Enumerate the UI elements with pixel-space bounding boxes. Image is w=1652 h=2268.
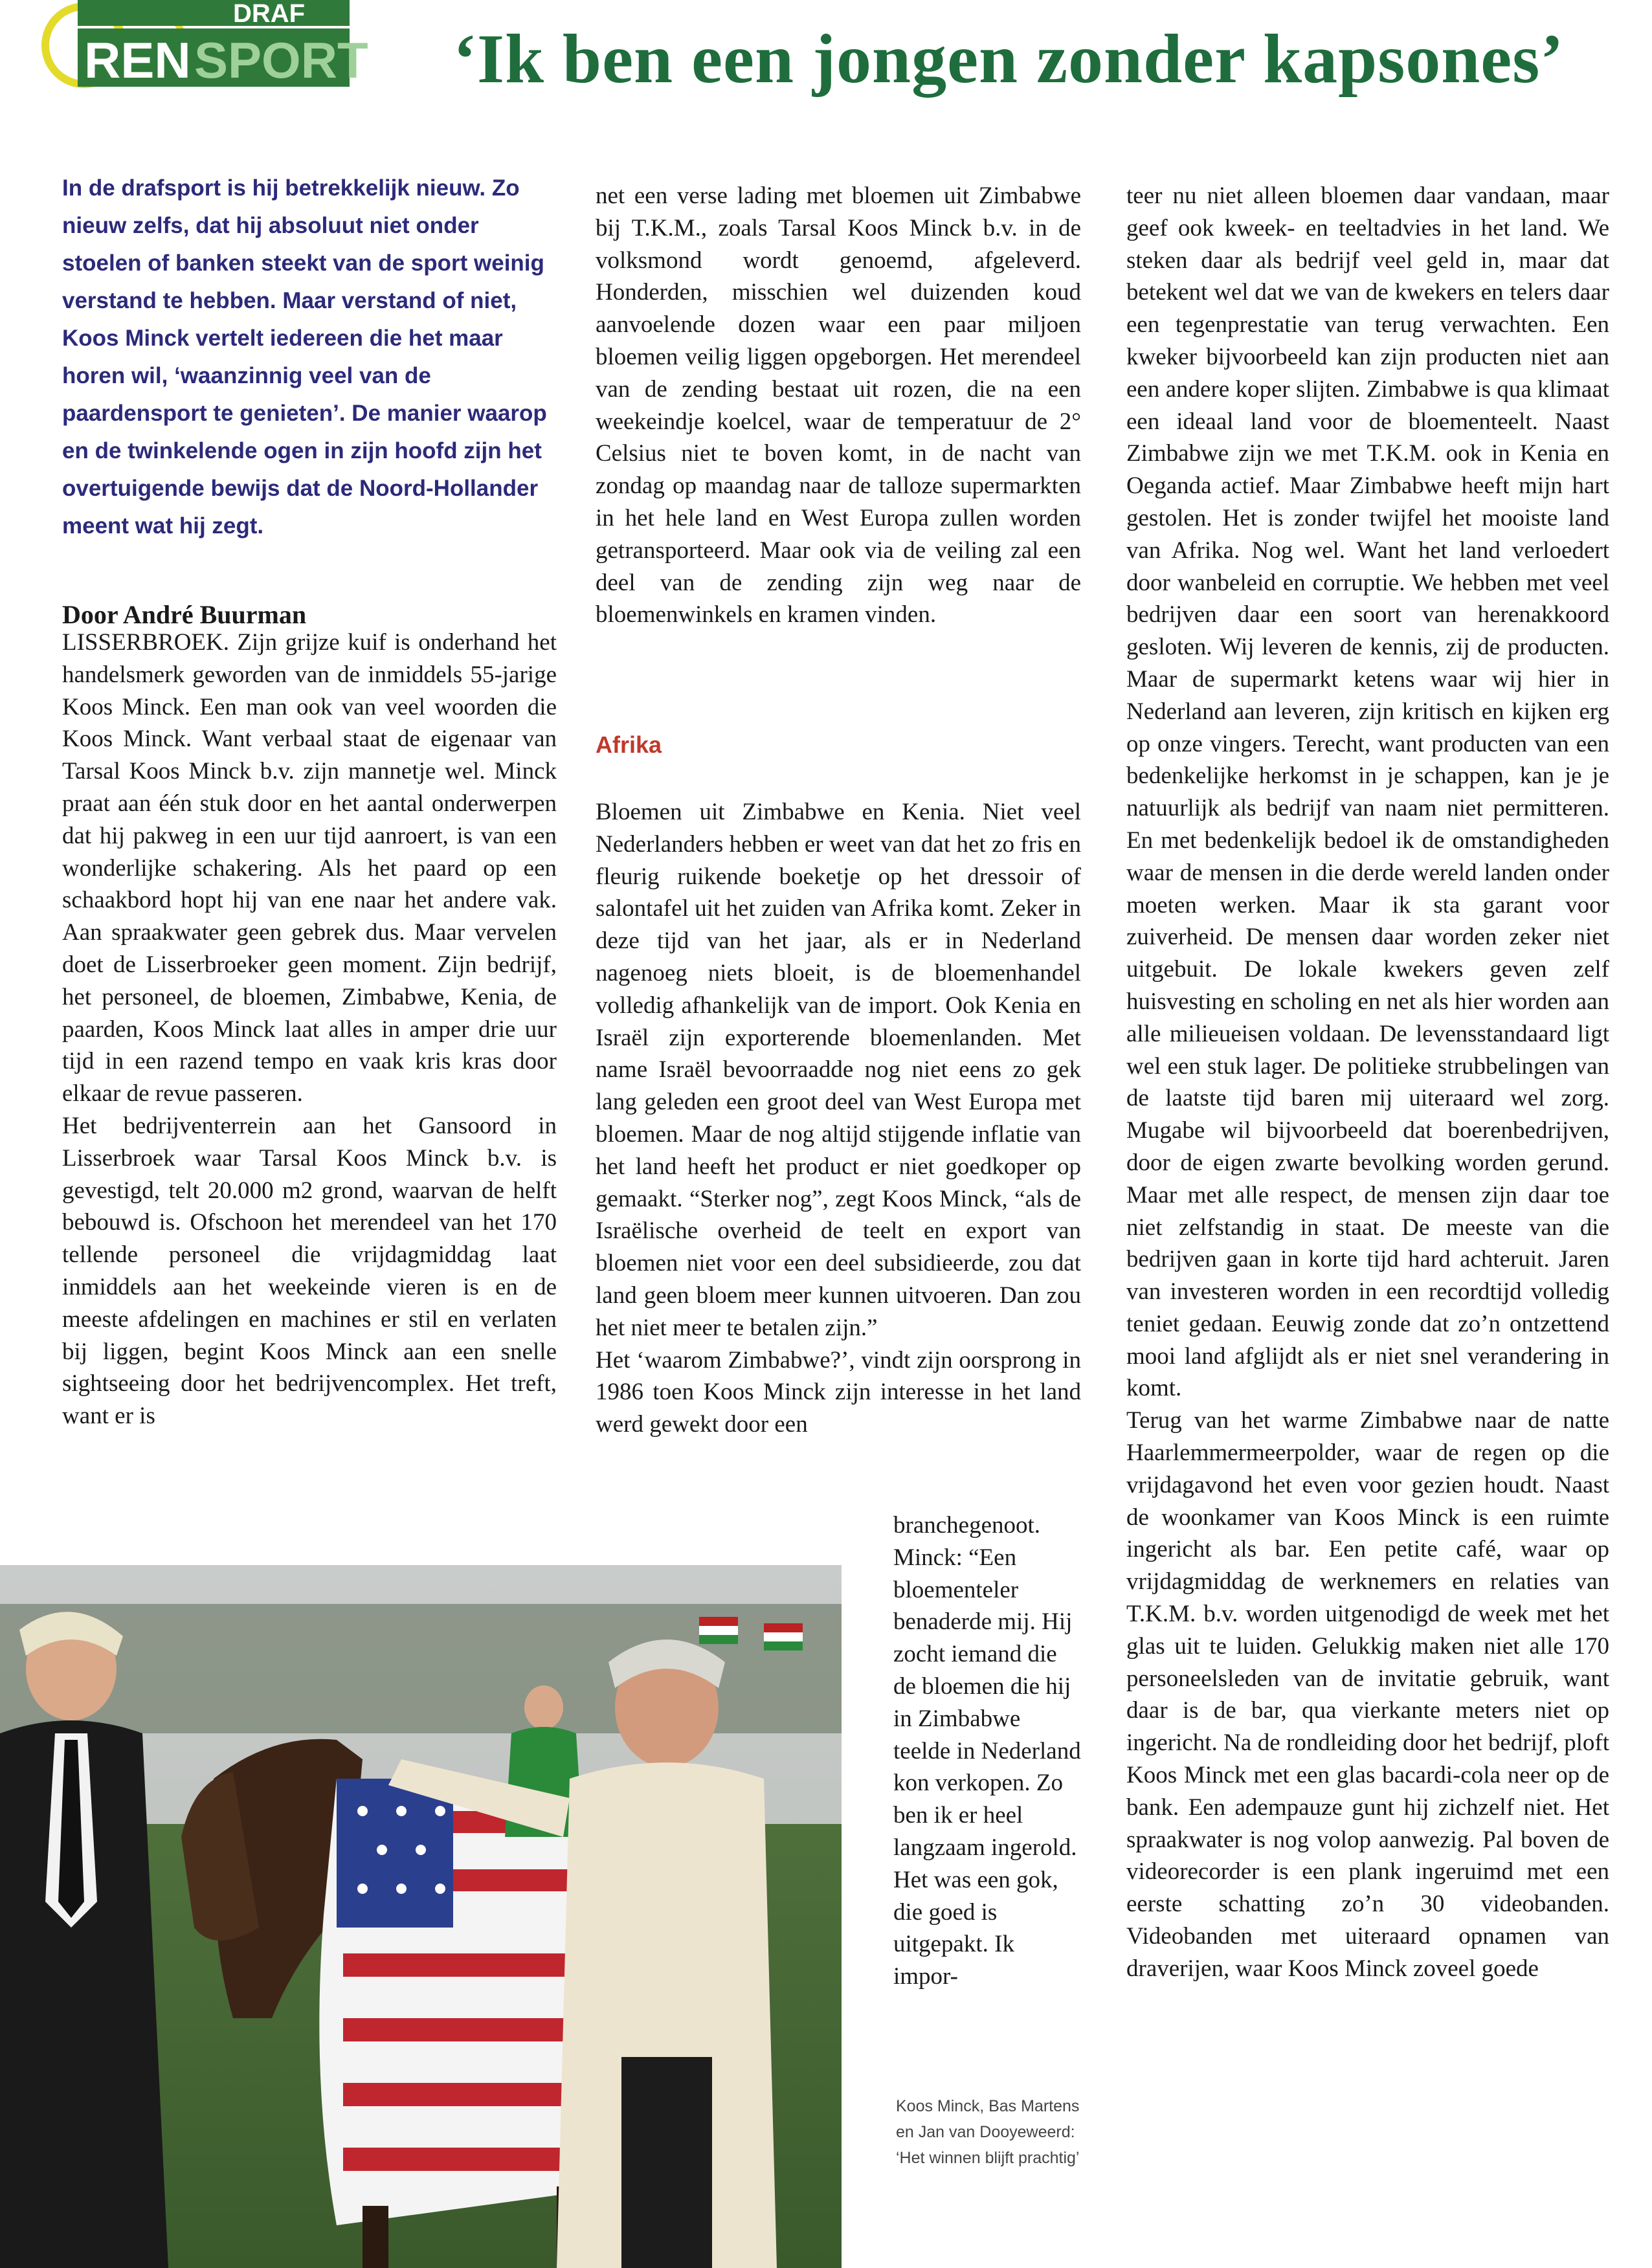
paragraph: LISSERBROEK. Zijn grijze kuif is onderhand het handelsmerk geworden van de inmiddels 55-jarige Koos Minck. Een man ook van veel woorden die Koos Minck. Want verbaal staat de eigenaar van Tarsal Koos Minck b.v. zijn mannetje wel. Minck praat aan één stuk door en het aantal onderwerpen dat hij pakweg in een uur tijd aanroert, is van een wonderlijke schakering. Als het paard op een schaakbord hopt hij van ene naar het andere vak. Aan spraakwater geen gebrek dus. Maar vervelen doet de Lisserbroeker geen moment. Zijn bedrijf, het personeel, de bloemen, Zimbabwe, Kenia, de paarden, Koos Minck laat alles in amper drie uur tijd in een razend tempo en vaak kris kras door elkaar de revue passeren. xyxy=(62,629,557,1107)
logo-ren-text: REN xyxy=(84,32,191,89)
photo-caption: Koos Minck, Bas Martens en Jan van Dooyeweerd: ‘Het winnen blijft prachtig’ xyxy=(896,2097,1080,2167)
rensport-logo xyxy=(39,0,368,91)
paragraph: Bloemen uit Zimbabwe en Kenia. Niet veel Nederlanders hebben er weet van dat het zo fris en fleurig ruikende boeketje op het dressoir of salontafel uit het zuiden van Afrika komt. Zeker in deze tijd van het jaar, als er in Nederland nagenoeg niets bloeit, is de bloemenhandel volledig afhankelijk van de import. Ook Kenia en Israël zijn exporterende bloemenlanden. Met name Israël bevoorraadde nog niet eens zo gek lang geleden een groot deel van West Europa met bloemen. Maar de nog altijd stijgende inflatie van het land heeft het product er niet goedkoper op gemaakt. “Sterker nog”, zegt Koos Minck, “als de Israëlische overheid de teelt en export van bloemen niet voor een deel subsidieerde, zou dat land geen bloem meer kunnen uitvoeren. Dan zou het niet meer te betalen zijn.” xyxy=(596,799,1081,1341)
paragraph: net een verse lading met bloemen uit Zimbabwe bij T.K.M., zoals Tarsal Koos Minck b.v. in de volksmond wordt genoemd, afgeleverd. Honderden, misschien wel duizenden koud aanvoelende dozen waar een paar miljoen bloemen veilig liggen opgeborgen. Het merendeel van de zending bestaat uit rozen, die na een weekeindje koelcel, waar de temperatuur de 2° Celsius niet te boven komt, in de nacht van zondag op maandag naar de talloze supermarkten in het hele land en West Europa zullen worden getransporteerd. Maar ook via de veiling zal een deel van de zending zijn weg naar de bloemenwinkels en kramen vinden. xyxy=(596,183,1081,628)
paragraph: Het ‘waarom Zimbabwe?’, vindt zijn oorsprong in 1986 toen Koos Minck zijn interesse in het land werd gewekt door een xyxy=(596,1346,1081,1438)
logo-sport-text: SPORT xyxy=(194,32,368,89)
byline: Door André Buurman xyxy=(62,600,307,629)
section-heading: Afrika xyxy=(596,731,662,758)
headline: ‘Ik ben een jongen zonder kapsones’ xyxy=(453,21,1565,98)
column-1 xyxy=(62,627,557,1565)
intro-paragraph: In de drafsport is hij betrekkelijk nieuw. Zo nieuw zelfs, dat hij absoluut niet onder stoelen of banken steekt van de sport weinig verstand te hebben. Maar verstand of niet, Koos Minck vertelt iedereen die het maar horen wil, ‘waanzinnig veel van de paardensport te genieten’. De manier waarop en de twinkelende ogen in zijn hoofd zijn het overtuigende bewijs dat de Noord-Hollander meent wat hij zegt. xyxy=(62,175,547,539)
column-2-middle xyxy=(596,796,1081,1540)
logo-top-text: DRAF xyxy=(233,0,306,28)
paragraph: branchegenoot. Minck: “Een bloementeler benaderde mij. Hij zocht iemand die de bloemen die hij in Zimbabwe teelde in Nederland kon verkopen. Zo ben ik er heel langzaam ingerold. Het was een gok, die goed is uitgepakt. Ik impor- xyxy=(893,1512,1081,1990)
column-2-top xyxy=(596,180,1081,717)
paragraph: Terug van het warme Zimbabwe naar de natte Haarlemmermeerpolder, waar de regen op die vrijdagavond het even voor gezien houdt. Naast de woonkamer van Koos Minck is een ruimte ingericht als bar. Een petite café, waar op vrijdagmiddag de werknemers en relaties van T.K.M. b.v. worden uitgenodigd de week met het glas uit te luiden. Gelukkig maken niet alle 170 personeelsleden van de invitatie gebruik, want daar is de bar, qua vierkante meters niet op ingericht. Na de rondleiding door het bedrijf, ploft Koos Minck met een glas bacardi-cola neer op de bank. Een adempauze gunt hij zichzelf niet. Het spraakwater is nog volop aanwezig. Pal boven de videorecorder is een plank ingeruimd met een eerste schatting zo’n 30 videobanden. Videobanden met uiteraard opnamen van draverijen, waar Koos Minck zoveel goede xyxy=(1126,1407,1609,1982)
column-2-narrow xyxy=(893,1509,1081,2079)
paragraph: teer nu niet alleen bloemen daar vandaan, maar geef ook kweek- en teeltadvies in het land. We steken daar als bedrijf veel geld in, maar dat betekent wel dat we van de kwekers en telers daar een tegenprestatie van terug verwachten. Een kweker bijvoorbeeld kan zijn producten niet aan een andere koper slijten. Zimbabwe is qua klimaat een ideaal land voor de bloementeelt. Naast Zimbabwe zijn we met T.K.M. ook in Kenia en Oeganda actief. Maar Zimbabwe heeft mijn hart gestolen. Het is zonder twijfel het mooiste land van Afrika. Nog wel. Want het land verloedert door wanbeleid en corruptie. We hebben met veel bedrijven daar een soort van herenakkoord gesloten. Wij leveren de kennis, zij de producten. Maar de supermarkt ketens waar wij hier in Nederland aan leveren, zijn kritisch en kijken erg op onze vingers. Terecht, want producten van een bedenkelijke herkomst in je schappen, kan je je natuurlijk als bedrijf van naam niet permitteren. En met bedenkelijk bedoel ik de omstandigheden waar de mensen in die derde wereld landen onder moeten werken. Maar ik sta garant voor zuiverheid. De mensen daar worden zeker niet uitgebuit. De lokale kwekers geven zelf huisvesting en scholing en net als hier worden aan alle milieueisen voldaan. De levensstandaard ligt wel een stuk lager. De politieke strubbelingen van de laatste tijd baren mij uiteraard wel zorg. Mugabe wil bijvoorbeeld dat boerenbedrijven, door de eigen zwarte bevolking worden gerund. Maar met alle respect, de mensen zijn daar toe niet zelfstandig in staat. De meeste van die bedrijven gaan in korte tijd hard achteruit. Jaren van investeren worden in een recordtijd volledig teniet gedaan. Eeuwig zonde dat zo’n ontzettend mooi land afglijdt als er niet snel verandering in komt. xyxy=(1126,183,1609,1402)
horse-photo xyxy=(0,1565,842,2268)
column-3 xyxy=(1126,180,1609,2251)
paragraph: Het bedrijventerrein aan het Gansoord in Lisserbroek waar Tarsal Koos Minck b.v. is gevestigd, telt 20.000 m2 grond, waarvan de helft bebouwd is. Ofschoon het merendeel van het 170 tellende personeel die vrijdagmiddag laat inmiddels aan het weekeinde vieren is en de meeste afdelingen en machines er stil en verlaten bij liggen, begint Koos Minck aan een snelle sightseeing door het bedrijvencomplex. Het treft, want er is xyxy=(62,1112,557,1430)
